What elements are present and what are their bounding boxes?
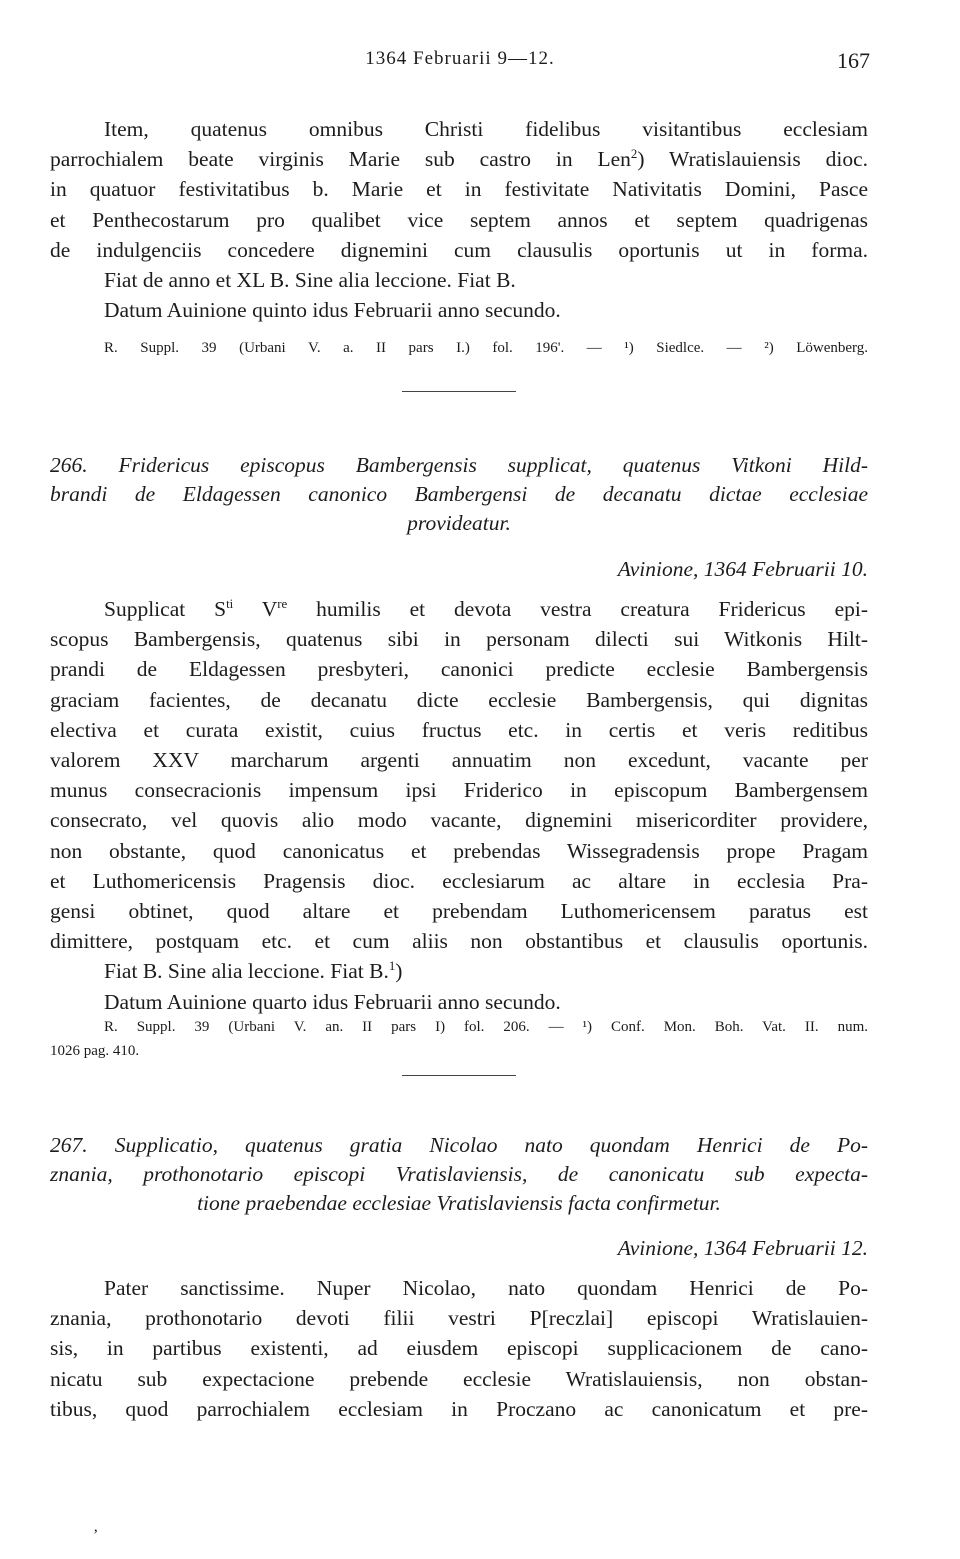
heading-line: 267. Supplicatio, quatenus gratia Nicolao nato quondam Henrici de Po- [50,1133,868,1157]
document-number: 266. [50,453,88,477]
document-267-heading [50,1131,868,1218]
stray-mark: ‚ [93,1518,99,1535]
prev-document-note [50,336,868,360]
text-line: tibus, quod parrochialem ecclesiam in Proczano ac canonicatum et pre- [50,1396,868,1421]
heading-line: provideatur. [407,511,511,535]
text-line: munus consecracionis impensum ipsi Friderico in episcopum Bambergensem [50,778,868,803]
heading-line: tione praebendae ecclesiae Vratislaviensis facta confirmetur. [197,1191,721,1215]
text-line: et Luthomericensis Pragensis dioc. ecclesiarum ac altare in ecclesia Pra- [50,868,868,893]
text-line: in quatuor festivitatibus b. Marie et in festivitate Nativitatis Domini, Pasce [50,177,868,202]
datum-line: Datum Auinione quarto idus Februarii anno secundo. [104,989,561,1014]
text-line: prandi de Eldagessen presbyteri, canonici predicte ecclesie Bambergensis [50,657,868,682]
document-266-date: Avinione, 1364 Februarii 10. [617,557,868,581]
page-number: 167 [837,48,870,73]
text-line: consecrato, vel quovis alio modo vacante, dignemini misericorditer providere, [50,808,868,833]
document-267-date: Avinione, 1364 Februarii 12. [617,1236,868,1260]
text-line: nicatu sub expectacione prebende ecclesie Wratislauiensis, non obstan- [50,1366,868,1391]
text-line: znania, prothonotario devoti filii vestri P[reczlai] episcopi Wratislauien- [50,1306,868,1331]
text-line: de indulgenciis concedere dignemini cum clausulis oportunis ut in forma. [50,237,868,262]
document-266-note [50,1015,868,1063]
footnote-line: R. Suppl. 39 (Urbani V. a. II pars I.) fol. 196'. — ¹) Siedlce. — ²) Löwenberg. [104,340,868,356]
fiat-line: Fiat de anno et XL B. Sine alia leccione. Fiat B. [104,268,516,293]
prev-document-body [50,114,868,325]
document-number: 267. [50,1133,88,1157]
footnote-line: 1026 pag. 410. [50,1043,140,1059]
footnote-line: R. Suppl. 39 (Urbani V. an. II pars I) fol. 206. — ¹) Conf. Mon. Boh. Vat. II. num. [104,1019,868,1035]
datum-line: Datum Auinione quinto idus Februarii anno secundo. [104,298,561,323]
text-line: et Penthecostarum pro qualibet vice septem annos et septem quadrigenas [50,207,868,232]
document-266-heading [50,451,868,538]
text-line: scopus Bambergensis, quatenus sibi in personam dilecti sui Witkonis Hilt- [50,627,868,652]
heading-line: brandi de Eldagessen canonico Bambergensi de decanatu dictae ecclesiae [50,482,868,506]
text-line: electiva et curata existit, cuius fructus etc. in certis et veris reditibus [50,717,868,742]
document-266-body [50,594,868,1017]
text-line: Pater sanctissime. Nuper Nicolao, nato quondam Henrici de Po- [104,1276,868,1300]
separator-rule [402,391,516,392]
fiat-line: Fiat B. Sine alia leccione. Fiat B.$^1$) [104,959,403,984]
text-line: Item, quatenus omnibus Christi fidelibus visitantibus ecclesiam [104,117,868,141]
text-line: Supplicat $S^{ti}$ Vre humilis et devota vestra creatura Fridericus epi- [104,596,868,621]
running-head: 1364 Februarii 9—12. [365,48,555,69]
text-line: sis, in partibus existenti, ad eiusdem episcopi supplicacionem de cano- [50,1336,868,1361]
separator-rule [402,1075,516,1076]
heading-line: 266. Fridericus episcopus Bambergensis supplicat, quatenus Vitkoni Hild- [50,453,868,477]
text-line: valorem XXV marcharum argenti annuatim non excedunt, vacante per [50,748,868,773]
text-line: dimittere, postquam etc. et cum aliis non obstantibus et clausulis oportunis. [50,929,868,954]
page-header [50,44,870,74]
text-line: gensi obtinet, quod altare et prebendam Luthomericensem paratus est [50,899,868,924]
text-line: graciam facientes, de decanatu dicte ecclesie Bambergensis, qui dignitas [50,687,868,712]
heading-line: znania, prothonotario episcopi Vratislaviensis, de canonicatu sub expecta- [50,1162,868,1186]
footnote-marker: 2 [630,147,638,162]
text-line: parrochialem beate virginis Marie sub castro in Len$^2$) Wratislauiensis dioc. [50,147,868,172]
document-267-body [50,1273,868,1424]
text-line: non obstante, quod canonicatus et prebendas Wissegradensis prope Pragam [50,838,868,863]
